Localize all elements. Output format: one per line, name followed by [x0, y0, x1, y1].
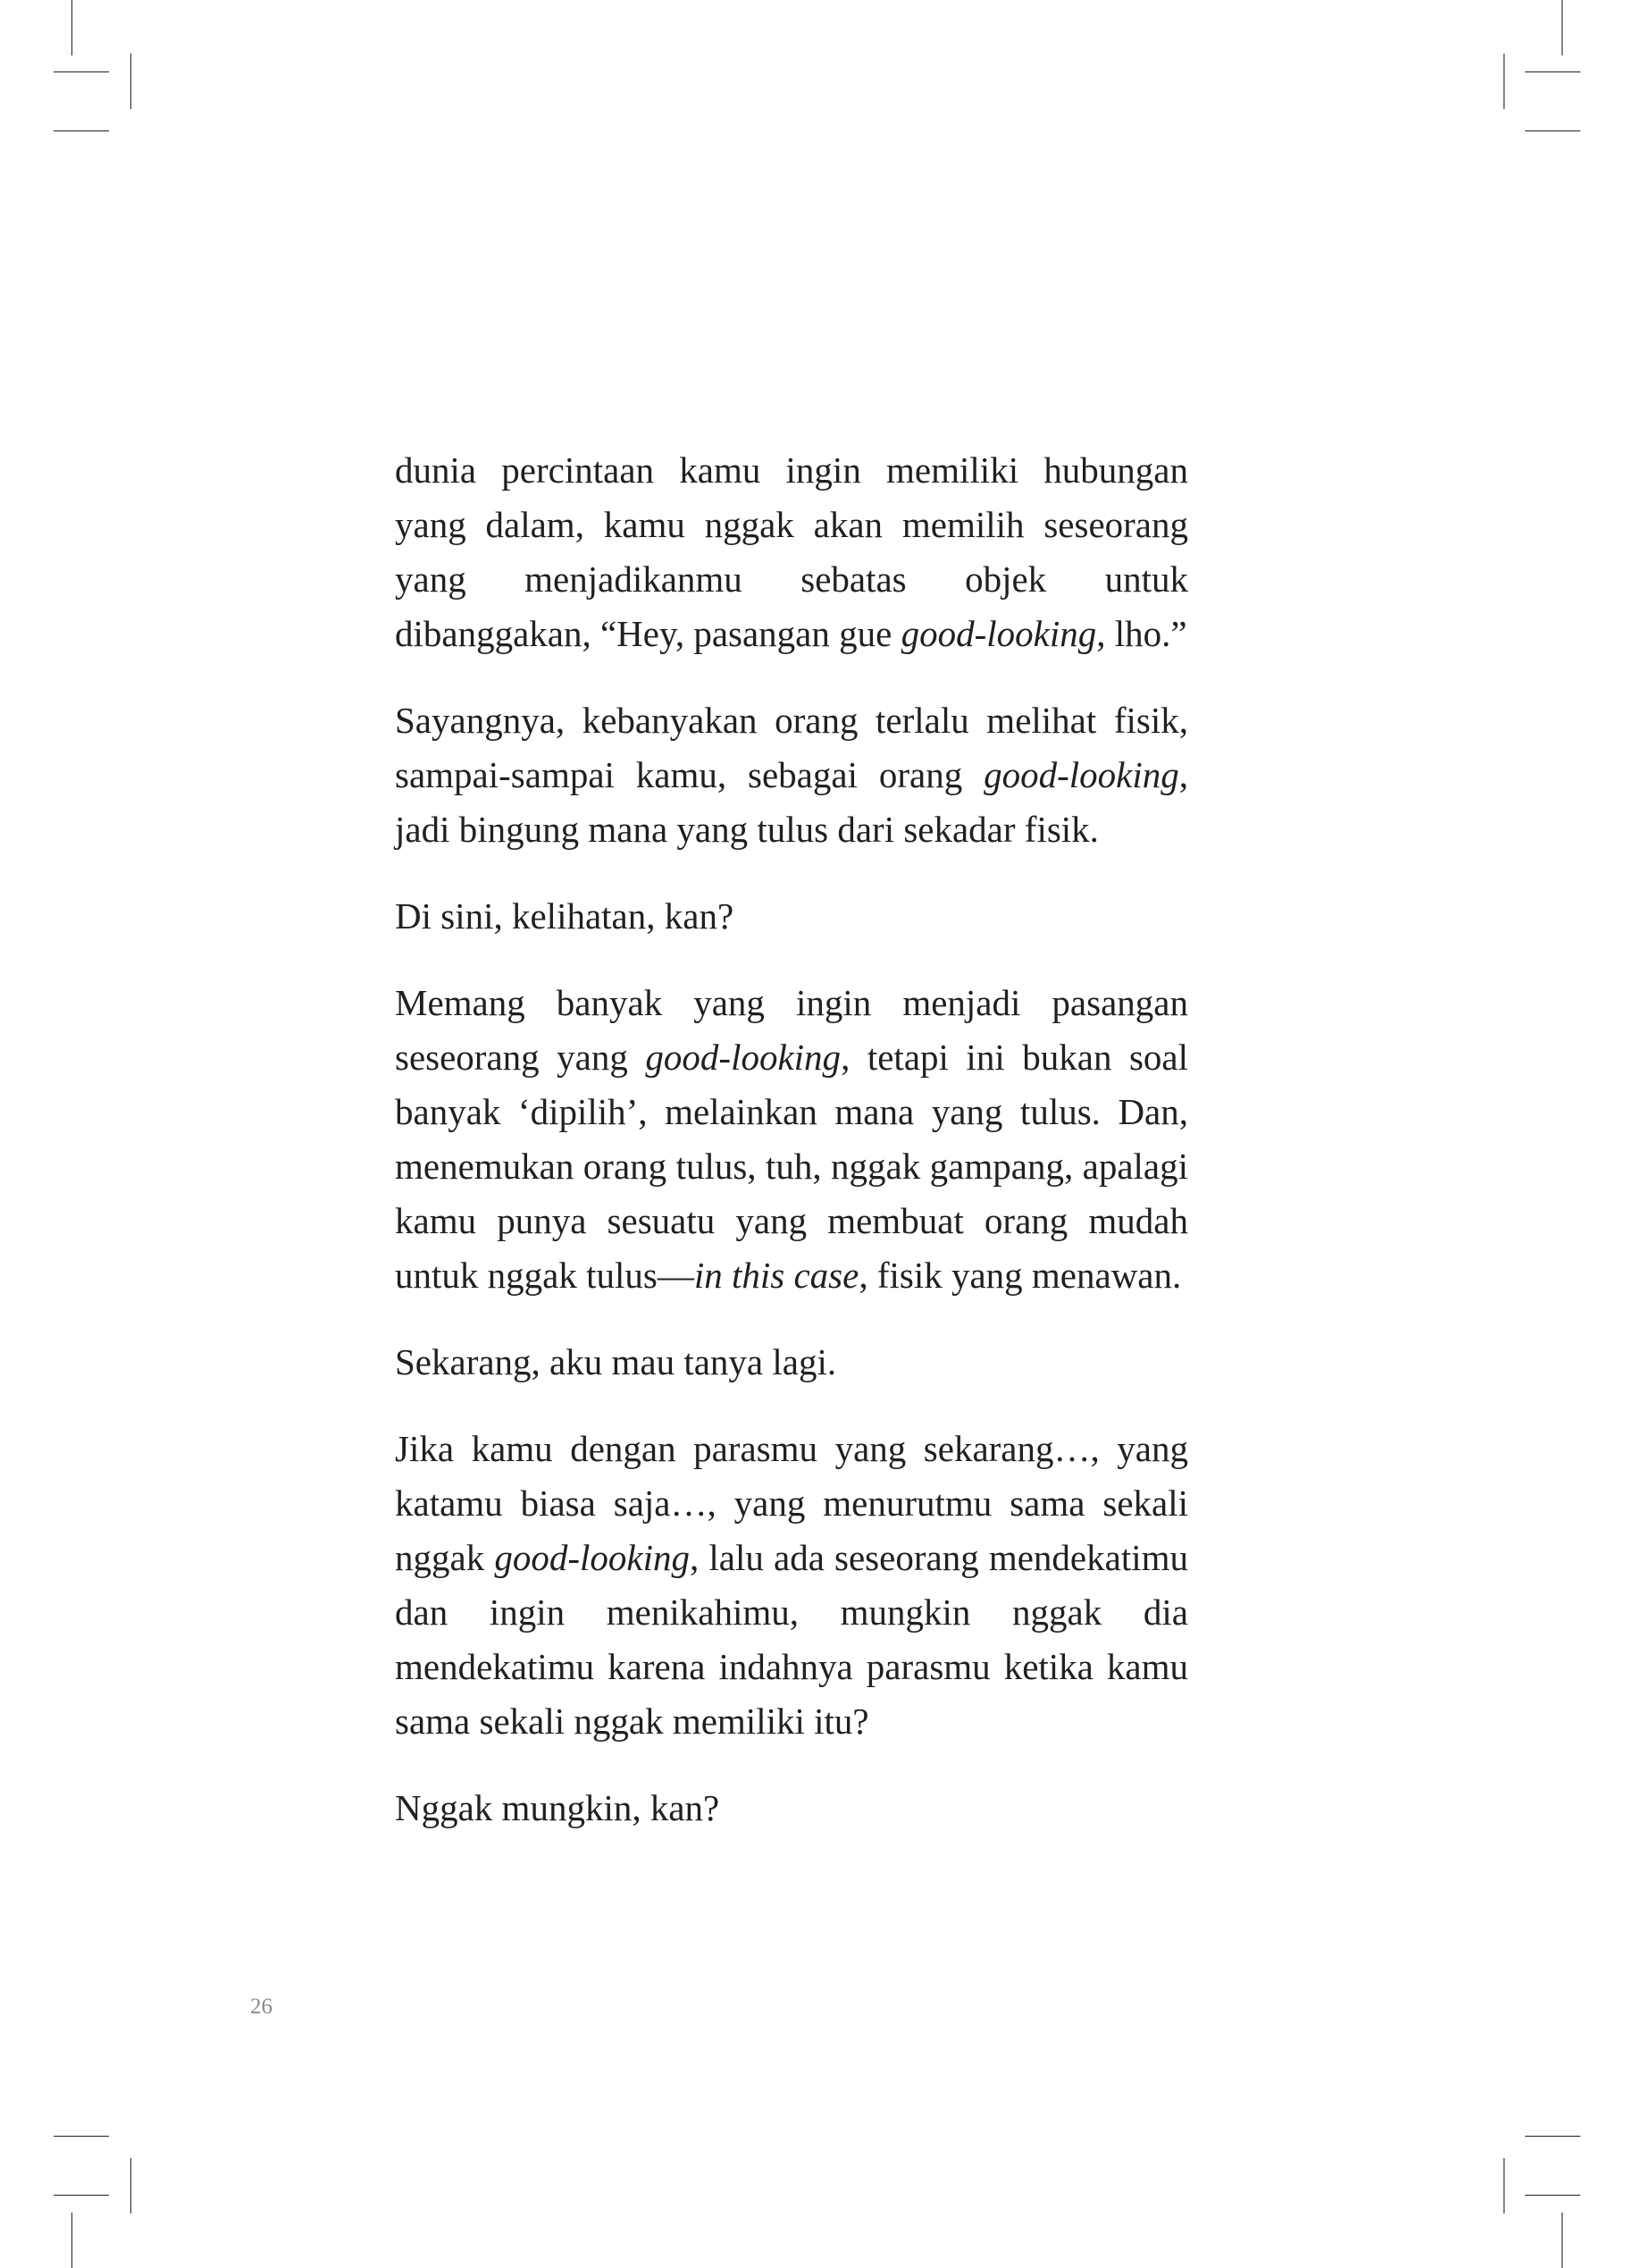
paragraph — [395, 1781, 1188, 1835]
italic-segment: good-looking — [645, 1037, 842, 1078]
paragraph — [395, 889, 1188, 944]
body-text — [395, 443, 1188, 1868]
crop-mark-top-right-vertical — [1562, 0, 1563, 55]
crop-mark-bottom-left-vertical — [71, 2213, 72, 2268]
crop-mark-top-left-vertical-inner — [130, 54, 131, 109]
crop-mark-bottom-right-horizontal-inner — [1525, 2195, 1580, 2196]
italic-segment: in this case — [693, 1255, 859, 1296]
text-segment: Jika kamu dengan parasmu yang sekarang…, yang katamu biasa saja…, yang menurutmu sama sekali nggak — [395, 1428, 1188, 1578]
text-segment: , jadi bingung mana yang tulus dari sekadar fisik. — [395, 754, 1188, 850]
paragraph — [395, 1422, 1188, 1749]
text-segment: , tetapi ini bukan soal banyak ‘dipilih’, melainkan mana yang tulus. Dan, menemukan orang tulus, tuh, nggak gampang, apalagi kamu punya sesuatu yang membuat orang mudah untuk nggak tulus— — [395, 1037, 1189, 1296]
text-segment: Di sini, kelihatan, kan? — [395, 895, 734, 937]
paragraph — [395, 1335, 1188, 1390]
text-segment: dunia percintaan kamu ingin memiliki hubungan yang dalam, kamu nggak akan memilih seseorang yang menjadikanmu sebatas objek untuk dibanggakan, “Hey, pasangan gue — [395, 449, 1188, 654]
italic-segment: good-looking — [494, 1537, 690, 1578]
crop-mark-top-left-horizontal — [54, 71, 109, 72]
page-number: 26 — [250, 1995, 272, 2019]
italic-segment: good-looking — [984, 754, 1179, 795]
crop-mark-bottom-right-vertical — [1562, 2213, 1563, 2268]
text-segment: Memang banyak yang ingin menjadi pasangan seseorang yang — [395, 982, 1188, 1078]
crop-mark-top-right-horizontal — [1525, 71, 1580, 72]
text-segment: Sayangnya, kebanyakan orang terlalu melihat fisik, sampai-sampai kamu, sebagai orang — [395, 700, 1188, 795]
crop-mark-top-left-horizontal-inner — [54, 130, 109, 131]
crop-mark-bottom-left-vertical-inner — [130, 2158, 131, 2213]
crop-mark-bottom-left-horizontal — [54, 2136, 109, 2137]
crop-mark-top-right-horizontal-inner — [1525, 130, 1580, 131]
paragraph — [395, 693, 1188, 857]
text-segment: , lho.” — [1096, 613, 1187, 654]
crop-mark-bottom-left-horizontal-inner — [54, 2195, 109, 2196]
paragraph — [395, 443, 1188, 661]
text-segment: Nggak mungkin, kan? — [395, 1787, 720, 1828]
paragraph — [395, 976, 1188, 1303]
crop-mark-top-left-vertical — [71, 0, 72, 55]
crop-mark-bottom-right-horizontal — [1525, 2136, 1580, 2137]
text-segment: , lalu ada seseorang mendekatimu dan ingin menikahimu, mungkin nggak dia mendekatimu karena indahnya parasmu ketika kamu sama sekali nggak memiliki itu? — [395, 1537, 1188, 1742]
italic-segment: good-looking — [901, 613, 1097, 654]
text-segment: , fisik yang menawan. — [859, 1255, 1182, 1296]
text-segment: Sekarang, aku mau tanya lagi. — [395, 1341, 837, 1382]
